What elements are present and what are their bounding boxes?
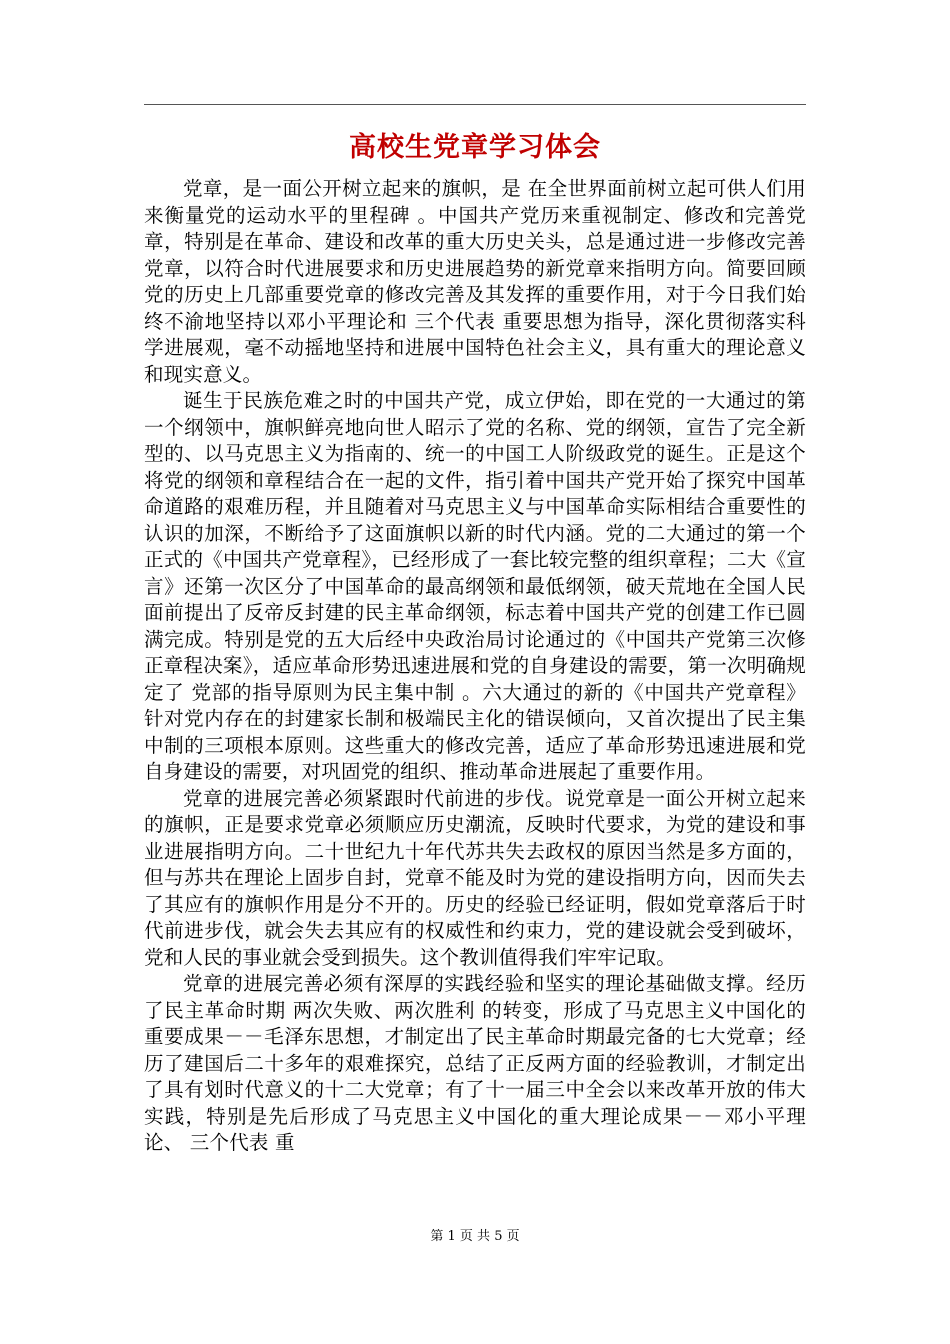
paragraph-2: 诞生于民族危难之时的中国共产党，成立伊始，即在党的一大通过的第一个纲领中，旗帜鲜亮地向世人昭示了党的名称、党的纲领，宣告了完全新型的、以马克思主义为指南的、统一的中国工人阶级政党的诞生。正是这个将党的纲领和章程结合在一起的文件，指引着中国共产党开始了探究中国革命道路的艰难历程，并且随着对马克思主义与中国革命实际相结合重要性的认识的加深，不断给予了这面旗帜以新的时代内涵。党的二大通过的第一个正式的《中国共产党章程》，已经形成了一套比较完整的组织章程；二大《宣言》还第一次区分了中国革命的最高纲领和最低纲领，破天荒地在全国人民面前提出了反帝反封建的民主革命纲领，标志着中国共产党的创建工作已圆满完成。特别是党的五大后经中央政治局讨论通过的《中国共产党第三次修正章程决案》，适应革命形势迅速进展和党的自身建设的需要，第一次明确规定了 党部的指导原则为民主集中制 。六大通过的新的《中国共产党章程》针对党内存在的封建家长制和极端民主化的错误倾向，又首次提出了民主集中制的三项根本原则。这些重大的修改完善，适应了革命形势迅速进展和党自身建设的需要，对巩固党的组织、推动革命进展起了重要作用。 xyxy=(144,389,806,783)
paragraph-4: 党章的进展完善必须有深厚的实践经验和坚实的理论基础做支撑。经历了民主革命时期 两次失败、两次胜利 的转变，形成了马克思主义中国化的重要成果－－毛泽东思想，才制定出了民主革命时期最完备的七大党章；经历了建国后二十多年的艰难探究，总结了正反两方面的经验教训，才制定出了具有划时代意义的十二大党章；有了十一届三中全会以来改革开放的伟大实践，特别是先后形成了马克思主义中国化的重大理论成果－－邓小平理论、 三个代表 重 xyxy=(144,972,806,1154)
paragraph-1: 党章，是一面公开树立起来的旗帜，是 在全世界面前树立起可供人们用来衡量党的运动水平的里程碑 。中国共产党历来重视制定、修改和完善党章，特别是在革命、建设和改革的重大历史关头，总是通过进一步修改完善党章，以符合时代进展要求和历史进展趋势的新党章来指明方向。简要回顾党的历史上几部重要党章的修改完善及其发挥的重要作用，对于今日我们始终不渝地坚持以邓小平理论和 三个代表 重要思想为指导，深化贯彻落实科学进展观，毫不动摇地坚持和进展中国特色社会主义，具有重大的理论意义和现实意义。 xyxy=(144,177,806,386)
document-title: 高校生党章学习体会 xyxy=(349,132,601,163)
page-footer: 第 1 页 共 5 页 xyxy=(430,1229,520,1244)
paragraph-3: 党章的进展完善必须紧跟时代前进的步伐。说党章是一面公开树立起来的旗帜，正是要求党章必须顺应历史潮流，反映时代要求，为党的建设和事业进展指明方向。二十世纪九十年代苏共失去政权的原因当然是多方面的，但与苏共在理论上固步自封，党章不能及时为党的建设指明方向，因而失去了其应有的旗帜作用是分不开的。历史的经验已经证明，假如党章落后于时代前进步伐，就会失去其应有的权威性和约束力，党的建设就会受到破坏，党和人民的事业就会受到损失。这个教训值得我们牢牢记取。 xyxy=(144,786,806,969)
document-body xyxy=(144,176,806,1157)
header-rule xyxy=(144,104,806,105)
